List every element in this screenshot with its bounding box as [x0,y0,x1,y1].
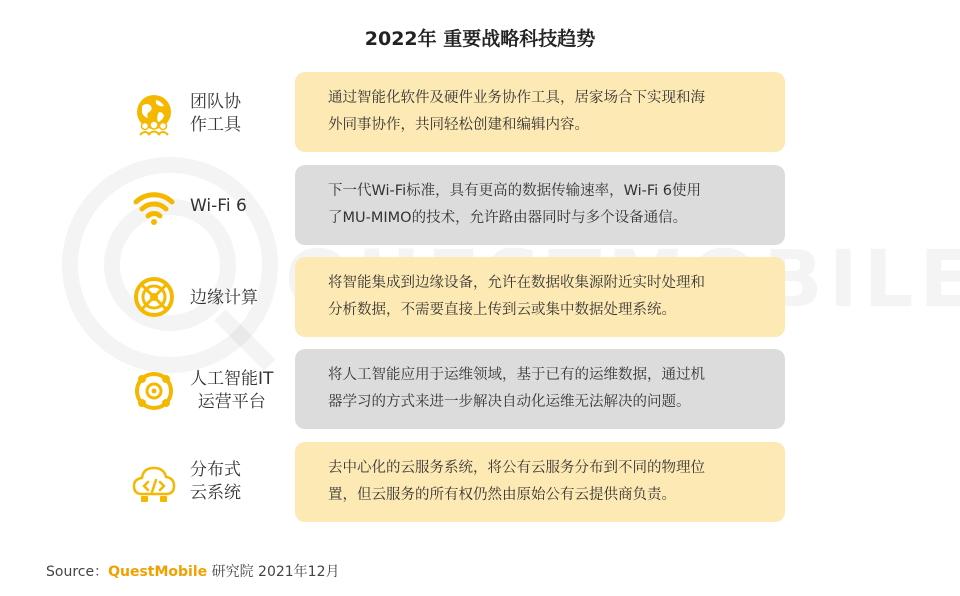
trend-label: 边缘计算 [190,288,258,308]
trend-card [295,349,785,429]
trend-label: Wi-Fi 6 [190,196,247,216]
edge-computing-icon [132,275,176,319]
source-prefix: Source： [46,564,109,580]
ai-ops-icon [132,369,176,413]
trend-card [295,257,785,337]
trend-description: 通过智能化软件及硬件业务协作工具，居家场合下实现和海 外同事协作，共同轻松创建和编辑内容。 [328,90,705,133]
source-footer [46,561,340,581]
trend-card [295,72,785,152]
trend-row-collaboration [0,72,960,156]
trend-card [295,165,785,245]
trend-description: 将智能集成到边缘设备，允许在数据收集源附近实时处理和 分析数据，不需要直接上传到云或集中数据处理系统。 [328,275,705,318]
trend-label: 团队协 作工具 [190,92,241,135]
source-brand: QuestMobile [108,564,208,580]
trend-row-wifi6 [0,165,960,249]
globe-people-icon [132,92,176,136]
trend-label: 分布式 云系统 [190,460,241,503]
trend-row-aiops [0,349,960,433]
trend-description: 将人工智能应用于运维领域，基于已有的运维数据，通过机 器学习的方式来进一步解决自动化运维无法解决的问题。 [328,367,705,410]
trend-label: 人工智能IT 运营平台 [190,369,274,412]
trend-description: 去中心化的云服务系统，将公有云服务分布到不同的物理位 置，但云服务的所有权仍然由原始公有云提供商负责。 [328,460,705,503]
trend-row-distributed-cloud [0,442,960,526]
wifi-icon [132,185,176,229]
trend-row-edge-computing [0,257,960,341]
trend-description: 下一代Wi-Fi标准，具有更高的数据传输速率，Wi-Fi 6使用 了MU-MIMO的技术，允许路由器同时与多个设备通信。 [328,183,702,226]
cloud-code-icon [132,460,176,504]
trend-card [295,442,785,522]
source-suffix: 研究院 2021年12月 [207,564,340,580]
page-title: 2022年 重要战略科技趋势 [364,28,596,50]
